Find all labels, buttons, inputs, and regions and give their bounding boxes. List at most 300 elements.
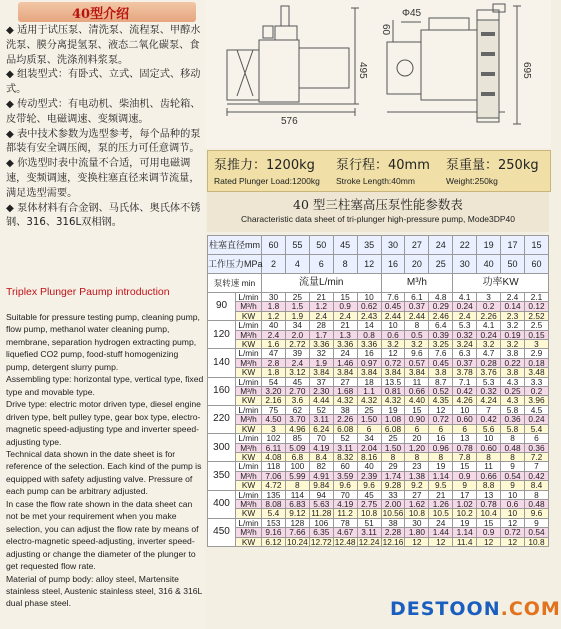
value-cell: 4.50 xyxy=(262,415,286,424)
table-row xyxy=(208,396,549,405)
value-cell: 33 xyxy=(381,490,405,499)
value-cell: 12.72 xyxy=(310,536,332,547)
value-cell: 12.16 xyxy=(382,536,404,547)
value-cell: 8 xyxy=(501,434,525,443)
value-cell: 7.2 xyxy=(524,452,548,461)
unit-cell: M³/h xyxy=(236,443,262,452)
value-cell: 9.6 xyxy=(405,349,429,358)
value-cell: 0.45 xyxy=(381,302,405,311)
value-cell: 3 xyxy=(262,424,286,433)
table-title-en: Characteristic data sheet of tri-plunger high-pressure pump, Mode3DP40 xyxy=(240,214,516,224)
value-cell: 2.70 xyxy=(285,387,309,396)
value-cell: 10.8 xyxy=(357,509,381,518)
value-cell: 9 xyxy=(524,518,548,527)
unit-cell: L/min xyxy=(236,434,262,443)
value-cell: 5.3 xyxy=(477,377,501,386)
table-title-block xyxy=(207,192,549,232)
unit-cell: M³/h xyxy=(236,528,262,537)
value-cell: 6 xyxy=(357,424,381,433)
value-cell: 4.96 xyxy=(285,424,309,433)
value-cell: 0.48 xyxy=(524,499,548,508)
value-cell: 30 xyxy=(262,293,286,302)
value-cell: 12 xyxy=(405,537,429,546)
value-cell: 135 xyxy=(262,490,286,499)
speed-cell: 400 xyxy=(208,490,236,518)
value-cell: 0.36 xyxy=(501,415,525,424)
pressure-cell: 8 xyxy=(333,255,357,274)
spec-cn: 泵推力：1200kg xyxy=(214,158,315,173)
unit-cell: M³/h xyxy=(236,302,262,311)
value-cell: 0.8 xyxy=(357,330,381,339)
en-paragraph: In case the flow rate shown in the data sheet can not be met your requirement when you make selection, you can adjust the flow rate by means of electro-magnetic speed-adjusting, inverter speed-adjusting or change the diameter of the plunger to get requested flow rate. xyxy=(6,498,199,572)
value-cell: 6 xyxy=(453,424,477,433)
pump-drawing xyxy=(205,0,551,148)
diameter-cell: 27 xyxy=(405,236,429,255)
value-cell: 39 xyxy=(285,349,309,358)
value-cell: 3.2 xyxy=(405,340,429,349)
value-cell: 1.20 xyxy=(405,443,429,452)
value-cell: 3.59 xyxy=(333,471,357,480)
value-cell: 3.36 xyxy=(333,340,357,349)
value-cell: 4.72 xyxy=(262,481,286,490)
table-row xyxy=(208,358,549,367)
value-cell: 0.52 xyxy=(429,387,453,396)
value-cell: 2.44 xyxy=(405,311,429,320)
value-cell: 3.84 xyxy=(309,368,333,377)
value-cell: 3.3 xyxy=(524,377,548,386)
value-cell: 0.60 xyxy=(477,443,501,452)
value-cell: 4.7 xyxy=(477,349,501,358)
value-cell: 6.83 xyxy=(285,499,309,508)
value-cell: 1.38 xyxy=(405,471,429,480)
value-cell: 4.08 xyxy=(262,452,286,461)
value-cell: 6 xyxy=(429,424,453,433)
value-cell: 0.42 xyxy=(524,471,548,480)
value-cell: 5.09 xyxy=(285,443,309,452)
value-cell: 3.48 xyxy=(524,368,548,377)
value-cell: 12 xyxy=(477,537,501,546)
value-cell: 0.6 xyxy=(501,499,525,508)
value-cell: 6.1 xyxy=(405,293,429,302)
value-cell: 16 xyxy=(429,434,453,443)
table-row xyxy=(208,537,549,546)
speed-cell: 450 xyxy=(208,518,236,546)
value-cell: 0.37 xyxy=(405,302,429,311)
table-row xyxy=(208,499,549,508)
value-cell: 34 xyxy=(357,434,381,443)
unit-cell: KW xyxy=(236,424,262,433)
diameter-cell: 35 xyxy=(357,236,381,255)
value-cell: 3.96 xyxy=(524,396,548,405)
value-cell: 2.8 xyxy=(262,358,286,367)
pressure-cell: 20 xyxy=(405,255,429,274)
intro-title: 40型介绍 xyxy=(72,7,130,22)
value-cell: 11.28 xyxy=(311,508,332,519)
value-cell: 1.68 xyxy=(333,387,357,396)
diameter-cell: 45 xyxy=(333,236,357,255)
value-cell: 0.9 xyxy=(477,528,501,537)
value-cell: 11.4 xyxy=(453,537,477,546)
pressure-cell: 6 xyxy=(309,255,333,274)
value-cell: 1.62 xyxy=(405,499,429,508)
value-cell: 70 xyxy=(333,490,357,499)
cn-feature-list xyxy=(6,24,202,231)
value-cell: 40 xyxy=(357,462,381,471)
value-cell: 7.8 xyxy=(453,452,477,461)
en-feature-text xyxy=(6,311,204,610)
value-cell: 3.25 xyxy=(429,340,453,349)
pressure-cell: 4 xyxy=(285,255,309,274)
value-cell: 2.72 xyxy=(285,340,309,349)
cn-paragraph: ◆ 表中技术参数为选型参考，每个品种的泵都装有安全调压阀，泵的压力可任意调节。 xyxy=(6,128,201,155)
value-cell: 0.32 xyxy=(477,387,501,396)
value-cell: 6.3 xyxy=(453,349,477,358)
value-cell: 3.36 xyxy=(309,340,333,349)
table-row xyxy=(208,302,549,311)
value-cell: 8.4 xyxy=(524,481,548,490)
value-cell: 4.35 xyxy=(429,396,453,405)
value-cell: 0.60 xyxy=(453,415,477,424)
value-cell: 70 xyxy=(309,434,333,443)
value-cell: 1.9 xyxy=(285,311,309,320)
value-cell: 4.19 xyxy=(309,443,333,452)
value-cell: 0.6 xyxy=(381,330,405,339)
value-cell: 2.28 xyxy=(381,528,405,537)
flow-label: 流量L/min xyxy=(262,274,382,293)
performance-table xyxy=(207,235,549,547)
value-cell: 2.1 xyxy=(524,293,548,302)
value-cell: 3.6 xyxy=(285,396,309,405)
value-cell: 10.56 xyxy=(382,508,404,519)
value-cell: 9.16 xyxy=(262,528,286,537)
value-cell: 3 xyxy=(524,340,548,349)
diameter-cell: 15 xyxy=(524,236,548,255)
value-cell: 19 xyxy=(453,518,477,527)
dim-695: 695 xyxy=(521,62,532,79)
value-cell: 2.9 xyxy=(524,349,548,358)
value-cell: 12.24 xyxy=(358,536,380,547)
value-cell: 8.7 xyxy=(429,377,453,386)
value-cell: 52 xyxy=(309,405,333,414)
value-cell: 9 xyxy=(501,462,525,471)
value-cell: 3.76 xyxy=(477,368,501,377)
value-cell: 5.8 xyxy=(501,424,525,433)
value-cell: 114 xyxy=(285,490,309,499)
table-row xyxy=(208,368,549,377)
value-cell: 40 xyxy=(262,321,286,330)
value-cell: 9.6 xyxy=(524,509,548,518)
value-cell: 2.3 xyxy=(501,311,525,320)
spec-plunger-load xyxy=(208,151,330,191)
table-row xyxy=(208,321,549,330)
unit-cell: KW xyxy=(236,537,262,546)
value-cell: 8 xyxy=(501,452,525,461)
value-cell: 7 xyxy=(524,462,548,471)
value-cell: 0.66 xyxy=(477,471,501,480)
value-cell: 0.78 xyxy=(453,443,477,452)
value-cell: 9.12 xyxy=(285,509,309,518)
value-cell: 3.20 xyxy=(262,387,286,396)
value-cell: 0.54 xyxy=(524,528,548,537)
value-cell: 3.2 xyxy=(381,340,405,349)
dim-d45: Φ45 xyxy=(402,8,422,19)
value-cell: 27 xyxy=(333,377,357,386)
speed-label: 泵转速 min xyxy=(208,274,262,293)
value-cell: 0.57 xyxy=(405,358,429,367)
unit-cell: L/min xyxy=(236,377,262,386)
value-cell: 4.19 xyxy=(333,499,357,508)
unit-cell: M³/h xyxy=(236,330,262,339)
value-cell: 3.84 xyxy=(381,368,405,377)
value-cell: 10.8 xyxy=(405,509,429,518)
value-cell: 1.7 xyxy=(309,330,333,339)
value-cell: 12 xyxy=(501,537,525,546)
speed-cell: 140 xyxy=(208,349,236,377)
value-cell: 2.04 xyxy=(357,443,381,452)
value-cell: 0.32 xyxy=(453,330,477,339)
watermark-text: DESTOON xyxy=(390,598,501,620)
value-cell: 2.26 xyxy=(477,311,501,320)
pressure-cell: 2 xyxy=(262,255,286,274)
value-cell: 8.32 xyxy=(333,452,357,461)
value-cell: 5.4 xyxy=(262,509,286,518)
value-cell: 4.1 xyxy=(453,293,477,302)
value-cell: 3.8 xyxy=(501,349,525,358)
value-cell: 85 xyxy=(285,434,309,443)
value-cell: 8 xyxy=(429,452,453,461)
value-cell: 1.1 xyxy=(357,387,381,396)
unit-cell: L/min xyxy=(236,293,262,302)
unit-header-row xyxy=(208,274,549,293)
value-cell: 4.5 xyxy=(524,405,548,414)
value-cell: 8 xyxy=(285,481,309,490)
value-cell: 30 xyxy=(405,518,429,527)
value-cell: 3.11 xyxy=(333,443,357,452)
value-cell: 51 xyxy=(357,518,381,527)
value-cell: 24 xyxy=(333,349,357,358)
value-cell: 6.08 xyxy=(333,424,357,433)
value-cell: 0.24 xyxy=(524,415,548,424)
value-cell: 4.44 xyxy=(309,396,333,405)
value-cell: 12 xyxy=(501,518,525,527)
table-row xyxy=(208,293,549,302)
value-cell: 128 xyxy=(285,518,309,527)
value-cell: 1.14 xyxy=(429,471,453,480)
value-cell: 3.12 xyxy=(285,368,309,377)
value-cell: 2.4 xyxy=(285,358,309,367)
pressure-cell: 40 xyxy=(477,255,501,274)
diameter-cell: 17 xyxy=(501,236,525,255)
unit-cell: KW xyxy=(236,311,262,320)
value-cell: 54 xyxy=(262,377,286,386)
value-cell: 10.24 xyxy=(286,536,308,547)
pressure-row xyxy=(208,255,549,274)
diameter-cell: 60 xyxy=(262,236,286,255)
value-cell: 6.08 xyxy=(381,424,405,433)
value-cell: 4.91 xyxy=(309,471,333,480)
dim-576: 576 xyxy=(281,116,298,127)
table-row xyxy=(208,443,549,452)
value-cell: 9 xyxy=(501,481,525,490)
value-cell: 17 xyxy=(453,490,477,499)
value-cell: 11 xyxy=(405,377,429,386)
value-cell: 21 xyxy=(429,490,453,499)
value-cell: 102 xyxy=(262,434,286,443)
value-cell: 0.22 xyxy=(501,358,525,367)
value-cell: 0.29 xyxy=(429,302,453,311)
spec-en: Rated Plunger Load:1200kg xyxy=(214,176,320,186)
value-cell: 1.8 xyxy=(262,302,286,311)
table-row xyxy=(208,349,549,358)
value-cell: 3.11 xyxy=(309,415,333,424)
diameter-row xyxy=(208,236,549,255)
value-cell: 1.08 xyxy=(381,415,405,424)
value-cell: 0.28 xyxy=(477,358,501,367)
unit-cell: M³/h xyxy=(236,358,262,367)
value-cell: 3.8 xyxy=(501,368,525,377)
value-cell: 9.6 xyxy=(333,481,357,490)
value-cell: 32 xyxy=(309,349,333,358)
value-cell: 153 xyxy=(262,518,286,527)
value-cell: 18 xyxy=(357,377,381,386)
value-cell: 1.14 xyxy=(453,528,477,537)
unit-cell: M³/h xyxy=(236,471,262,480)
value-cell: 0.78 xyxy=(477,499,501,508)
dim-60: 60 xyxy=(380,24,391,36)
value-cell: 4.8 xyxy=(429,293,453,302)
value-cell: 7 xyxy=(477,405,501,414)
value-cell: 14 xyxy=(357,321,381,330)
spec-stroke-length xyxy=(330,151,440,191)
pressure-cell: 50 xyxy=(501,255,525,274)
value-cell: 7.06 xyxy=(262,471,286,480)
value-cell: 2.4 xyxy=(501,293,525,302)
power-label: 功率KW xyxy=(453,274,549,293)
value-cell: 38 xyxy=(333,405,357,414)
value-cell: 23 xyxy=(405,462,429,471)
value-cell: 3.11 xyxy=(357,528,381,537)
value-cell: 12.48 xyxy=(334,536,356,547)
unit-cell: L/min xyxy=(236,321,262,330)
value-cell: 5.63 xyxy=(309,499,333,508)
value-cell: 5.8 xyxy=(501,405,525,414)
value-cell: 5.6 xyxy=(477,424,501,433)
unit-cell: L/min xyxy=(236,405,262,414)
value-cell: 3.2 xyxy=(501,321,525,330)
value-cell: 4.3 xyxy=(501,396,525,405)
value-cell: 0.42 xyxy=(453,387,477,396)
watermark-suffix: .COM xyxy=(500,598,561,620)
value-cell: 25 xyxy=(357,405,381,414)
value-cell: 27 xyxy=(405,490,429,499)
en-paragraph: Suitable for pressure testing pump, cleaning pump, flow pump, methanol water cleaning pump, membrane, separation hydrogen extracting pump, liquefied CO2 pump, food-stuff homogenizing pump, detergent slurry pump. xyxy=(6,312,200,372)
value-cell: 1.74 xyxy=(381,471,405,480)
value-cell: 29 xyxy=(381,462,405,471)
value-cell: 1.3 xyxy=(333,330,357,339)
value-cell: 9.6 xyxy=(357,481,381,490)
en-paragraph: Technical data shown in the date sheet is for reference of the selection. Each kind of the pump is equipped with safety adjusting valve. Pressure of each pump can be arbitrary adjusted. xyxy=(6,448,202,497)
dim-495: 495 xyxy=(357,62,368,79)
value-cell: 15 xyxy=(405,405,429,414)
diameter-cell: 22 xyxy=(453,236,477,255)
diameter-cell: 55 xyxy=(285,236,309,255)
value-cell: 0.15 xyxy=(524,330,548,339)
value-cell: 8 xyxy=(381,452,405,461)
table-row xyxy=(208,509,549,518)
value-cell: 10 xyxy=(501,509,525,518)
value-cell: 38 xyxy=(381,518,405,527)
diameter-cell: 30 xyxy=(381,236,405,255)
value-cell: 9.84 xyxy=(309,481,333,490)
en-paragraph: Material of pump body: alloy steel, Martensite stainless steel, Austenic stainless steel, 316 & 316L dual phase steel. xyxy=(6,573,203,609)
value-cell: 3.8 xyxy=(429,368,453,377)
value-cell: 4.26 xyxy=(453,396,477,405)
value-cell: 2.30 xyxy=(309,387,333,396)
value-cell: 3.84 xyxy=(357,368,381,377)
value-cell: 0.66 xyxy=(405,387,429,396)
value-cell: 0.24 xyxy=(453,302,477,311)
value-cell: 3.24 xyxy=(453,340,477,349)
value-cell: 0.72 xyxy=(501,528,525,537)
value-cell: 8.8 xyxy=(477,481,501,490)
value-cell: 2.16 xyxy=(262,396,286,405)
value-cell: 37 xyxy=(309,377,333,386)
value-cell: 34 xyxy=(285,321,309,330)
speed-cell: 300 xyxy=(208,434,236,462)
value-cell: 0.5 xyxy=(405,330,429,339)
value-cell: 3.2 xyxy=(477,340,501,349)
spec-cn: 泵重量：250kg xyxy=(446,158,539,173)
unit-cell: KW xyxy=(236,368,262,377)
value-cell: 10 xyxy=(477,434,501,443)
value-cell: 8 xyxy=(405,452,429,461)
value-cell: 6.24 xyxy=(309,424,333,433)
value-cell: 1.6 xyxy=(262,340,286,349)
value-cell: 6.12 xyxy=(262,537,286,546)
unit-cell: L/min xyxy=(236,462,262,471)
unit-cell: L/min xyxy=(236,349,262,358)
table-row xyxy=(208,481,549,490)
value-cell: 0.72 xyxy=(381,358,405,367)
unit-cell: M³/h xyxy=(236,499,262,508)
value-cell: 4.1 xyxy=(477,321,501,330)
value-cell: 0.12 xyxy=(524,302,548,311)
value-cell: 8.4 xyxy=(309,452,333,461)
value-cell: 100 xyxy=(285,462,309,471)
value-cell: 21 xyxy=(333,321,357,330)
value-cell: 2.75 xyxy=(357,499,381,508)
table-row xyxy=(208,528,549,537)
value-cell: 9 xyxy=(453,481,477,490)
value-cell: 4.32 xyxy=(333,396,357,405)
value-cell: 0.62 xyxy=(357,302,381,311)
pressure-cell: 16 xyxy=(381,255,405,274)
value-cell: 6.11 xyxy=(262,443,286,452)
value-cell: 2.4 xyxy=(262,330,286,339)
value-cell: 10.8 xyxy=(524,537,548,546)
value-cell: 21 xyxy=(309,293,333,302)
value-cell: 0.36 xyxy=(524,443,548,452)
cn-paragraph: ◆ 你选型时表中流量不合适，可用电磁调速，变频调速，变换柱塞直径来调节流量，满足选型需要。 xyxy=(6,158,200,199)
value-cell: 62 xyxy=(285,405,309,414)
value-cell: 3.70 xyxy=(285,415,309,424)
intro-title-bar xyxy=(18,2,196,22)
value-cell: 9.2 xyxy=(405,481,429,490)
value-cell: 15 xyxy=(453,462,477,471)
table-row xyxy=(208,387,549,396)
value-cell: 1.46 xyxy=(333,358,357,367)
spec-summary xyxy=(207,150,551,192)
